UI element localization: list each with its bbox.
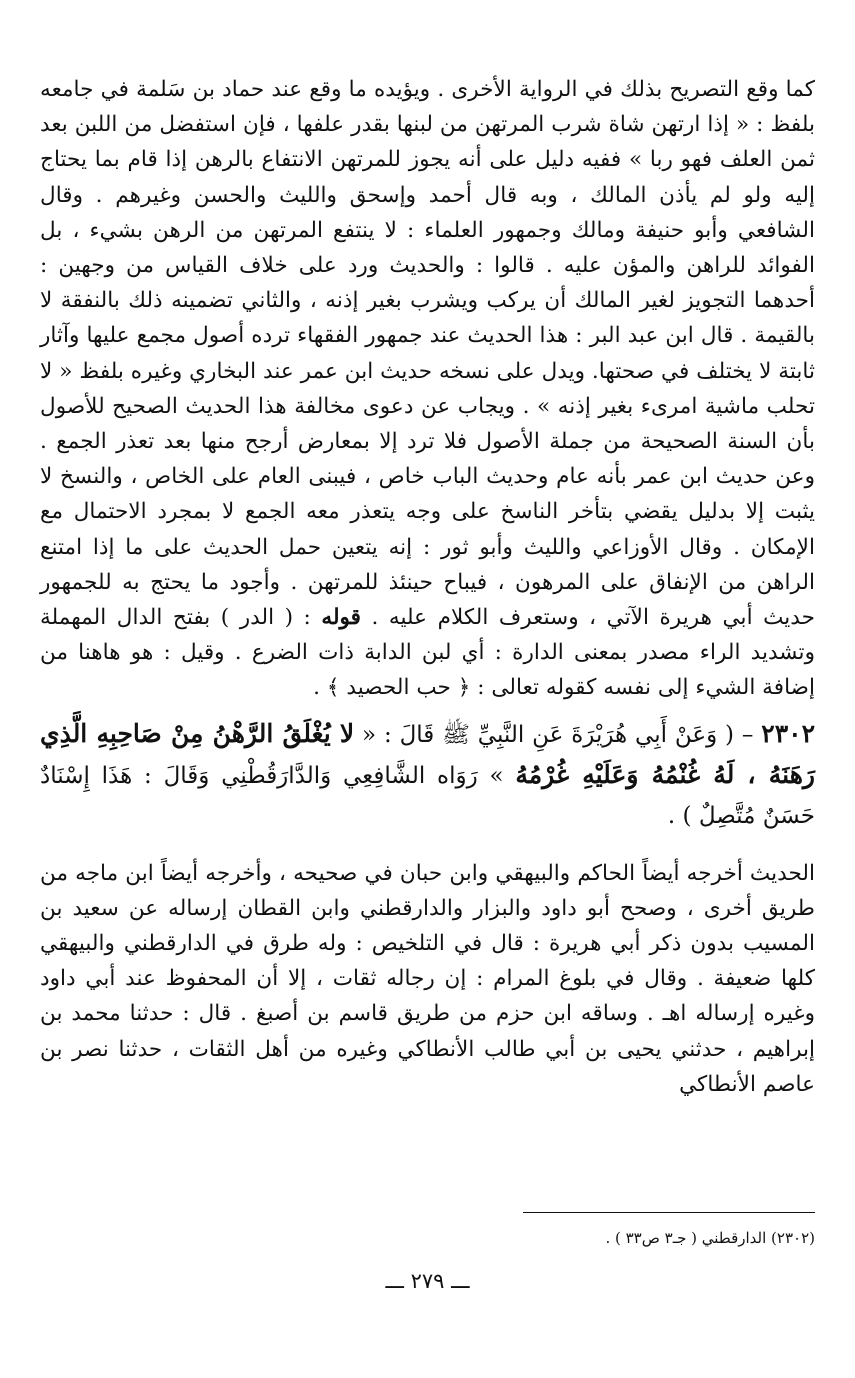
hadith-number: ٢٣٠٢ (761, 718, 815, 748)
footnote-divider (523, 1212, 815, 1213)
page-body (40, 72, 815, 1102)
intro-text-part-1: كما وقع التصريح بذلك في الرواية الأخرى . ويؤيده ما وقع عند حماد بن سَلمة في جامعه بلفظ : « إذا ارتهن شاة شرب المرتهن من لبنها بقدر علفها ، فإن استفضل من اللبن بعد ثمن العلف فهو ربا » ففيه دليل على أنه يجوز للمرتهن الانتفاع بالرهن إذا قام بما يحتاج إليه ولو لم يأذن المالك ، وبه قال أحمد وإسحق والليث والحسن وغيرهم . وقال الشافعي وأبو حنيفة ومالك وجمهور العلماء : لا ينتفع المرتهن من الرهن بشيء ، بل الفوائد للراهن والمؤن عليه . قالوا : والحديث ورد على خلاف القياس من وجهين : أحدهما التجويز لغير المالك أن يركب ويشرب بغير إذنه ، والثاني تضمينه ذلك بالنفقة لا بالقيمة . قال ابن عبد البر : هذا الحديث عند جمهور الفقهاء ترده أصول مجمع عليها وآثار ثابتة لا يختلف في صحتها. ويدل على نسخه حديث ابن عمر عند البخاري وغيره بلفظ « لا تحلب ماشية امرىء بغير إذنه » . ويجاب عن دعوى مخالفة هذا الحديث الصحيح للأصول بأن السنة الصحيحة من جملة الأصول فلا ترد إلا بمعارض أرجح منها بعد تعذر الجمع . وعن حديث ابن عمر بأنه عام وحديث الباب خاص ، فيبنى العام على الخاص ، والنسخ لا يثبت إلا بدليل يقضي بتأخر الناسخ على وجه يتعذر معه الجمع لا بمجرد الاحتمال مع الإمكان . وقال الأوزاعي والليث وأبو ثور : إنه يتعين حمل الحديث على ما إذا امتنع الراهن من الإنفاق على المرهون ، فيباح حينئذ للمرتهن . وأجود ما يحتج به للجمهور حديث أبي هريرة الآتي ، وستعرف الكلام عليه . (40, 77, 815, 631)
hadith-opening: ( وَعَنْ أَبِي هُرَيْرَةَ عَنِ النَّبِيِّ ﷺ قَالَ : « (354, 721, 735, 748)
hadith-dash: – (734, 721, 762, 748)
intro-paragraph (40, 72, 815, 706)
page-number: ـــ ٢٧٩ ـــ (385, 1269, 470, 1293)
intro-text-part-2: : ( الدر ) بفتح الدال المهملة وتشديد الراء مصدر بمعنى الدارة : أي لبن الدابة ذات الضرع . وقيل : هو هاهنا من إضافة الشيء إلى نفسه كقوله تعالى : ﴿ حب الحصيد ﴾ . (40, 605, 815, 701)
hadith-matn: لا يُغْلَقُ الرَّهْنُ مِنْ صَاحِبِهِ الَّذِي رَهَنَهُ ، لَهُ غُنْمُهُ وَعَلَيْهِ غُرْمُهُ (40, 718, 815, 789)
commentary-paragraph: الحديث أخرجه أيضاً الحاكم والبيهقي وابن حبان في صحيحه ، وأخرجه أيضاً ابن ماجه من طريق أخرى ، وصحح أبو داود والبزار والدارقطني وابن القطان إرساله عن سعيد بن المسيب بدون ذكر أبي هريرة : قال في التلخيص : وله طرق في الدارقطني والبيهقي كلها ضعيفة . وقال في بلوغ المرام : إن رجاله ثقات ، إلا أن المحفوظ عند أبي داود وغيره إرساله اهـ . وساقه ابن حزم من طريق قاسم بن أصبغ . قال : حدثنا محمد بن إبراهيم ، حدثني يحيى بن أبي طالب الأنطاكي وغيره من أهل الثقات ، حدثنا نصر بن عاصم الأنطاكي (40, 860, 815, 1097)
footnote: (٢٣٠٢) الدارقطني ( جـ٣ ص٣٣ ) . (605, 1229, 815, 1247)
hadith-closing: » رَوَاه الشَّافِعِي وَالدَّارَقُطْنِي وَقَالَ : هَذَا إِسْنَادٌ حَسَنٌ مُتَّصِلٌ ) . (40, 762, 815, 829)
qawluhu-label: قوله (321, 605, 362, 631)
hadith-block (40, 714, 815, 836)
